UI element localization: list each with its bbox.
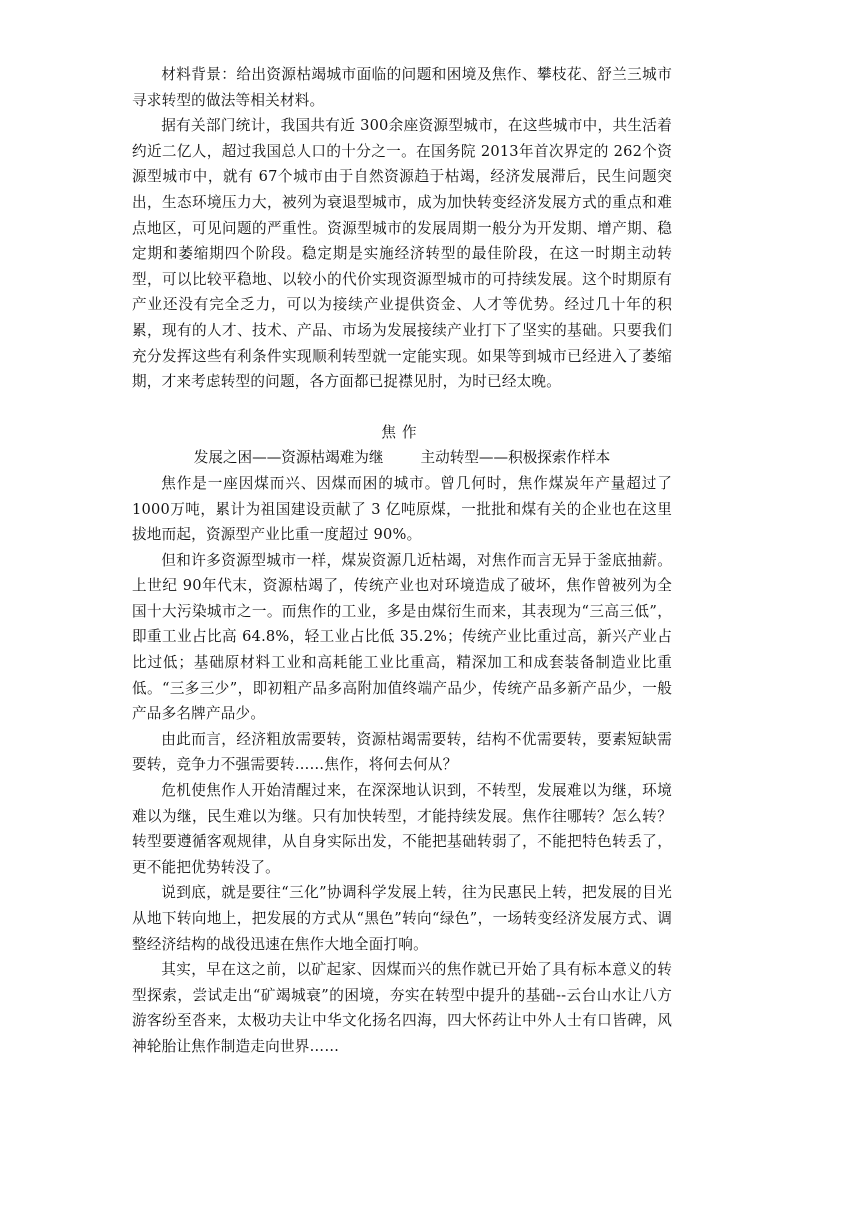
document-page (132, 62, 672, 1060)
section-subtitle: 发展之困——资源枯竭难为继 主动转型——积极探索作样本 (193, 449, 611, 467)
material-background-paragraph: 材料背景：给出资源枯竭城市面临的问题和困境及焦作、攀枝花、舒兰三城市寻求转型的做法等相关材料。 (132, 66, 672, 109)
body-paragraph: 焦作是一座因煤而兴、因煤而困的城市。曾几何时，焦作煤炭年产量超过了1000万吨，累计为祖国建设贡献了 3 亿吨原煤，一批批和煤有关的企业也在这里拔地而起，资源型产业比重一度超过 90%。 (132, 474, 672, 544)
section-title: 焦作 (381, 423, 423, 441)
section-spacer (132, 395, 672, 420)
statistics-paragraph: 据有关部门统计，我国共有近 300余座资源型城市，在这些城市中，共生活着约近二亿人，超过我国总人口的十分之一。在国务院 2013年首次界定的 262个资源型城市中，就有 67个城市由于自然资源趋于枯竭，经济发展滞后，民生问题突出，生态环境压力大，被列为衰退型城市，成为加快转变经济发展方式的重点和难点地区，可见问题的严重性。资源型城市的发展周期一般分为开发期、增产期、稳定期和萎缩期四个阶段。稳定期是实施经济转型的最佳阶段，在这一时期主动转型，可以比较平稳地、以较小的代价实现资源型城市的可持续发展。这个时期原有产业还没有完全乏力，可以为接续产业提供资金、人才等优势。经过几十年的积累，现有的人才、技术、产品、市场为发展接续产业打下了坚实的基础。只要我们充分发挥这些有利条件实现顺利转型就一定能实现。如果等到城市已经进入了萎缩期，才来考虑转型的问题，各方面都已捉襟见肘，为时已经太晚。 (132, 117, 672, 391)
body-paragraph: 其实，早在这之前，以矿起家、因煤而兴的焦作就已开始了具有标本意义的转型探索，尝试走出“矿竭城衰”的困境，夯实在转型中提升的基础--云台山水让八方游客纷至沓来，太极功夫让中华文化扬名四海，四大怀药让中外人士有口皆碑，风神轮胎让焦作制造走向世界…… (132, 961, 672, 1055)
body-paragraph: 说到底，就是要往“三化”协调科学发展上转，往为民惠民上转，把发展的目光从地下转向地上，把发展的方式从“黑色”转向“绿色”，一场转变经济发展方式、调整经济结构的战役迅速在焦作大地全面打响。 (132, 884, 672, 953)
body-paragraph: 由此而言，经济粗放需要转，资源枯竭需要转，结构不优需要转，要素短缺需要转，竞争力不强需要转……焦作，将何去何从？ (132, 730, 672, 774)
body-paragraph: 危机使焦作人开始清醒过来，在深深地认识到，不转型，发展难以为继，环境难以为继，民生难以为继。只有加快转型，才能持续发展。焦作往哪转？怎么转？转型要遵循客观规律，从自身实际出发，不能把基础转弱了，不能把特色转丢了，更不能把优势转没了。 (132, 782, 672, 876)
body-paragraph: 但和许多资源型城市一样，煤炭资源几近枯竭，对焦作而言无异于釜底抽薪。上世纪 90年代末，资源枯竭了，传统产业也对环境造成了破坏，焦作曾被列为全国十大污染城市之一。而焦作的工业，多是由煤衍生而来，其表现为“三高三低”，即重工业占比高 64.8%，轻工业占比低 35.2%；传统产业比重过高，新兴产业占比过低；基础原材料工业和高耗能工业比重高，精深加工和成套装备制造业比重低。“三多三少”，即初粗产品多高附加值终端产品少，传统产品多新产品少，一般产品多名牌产品少。 (132, 551, 672, 723)
